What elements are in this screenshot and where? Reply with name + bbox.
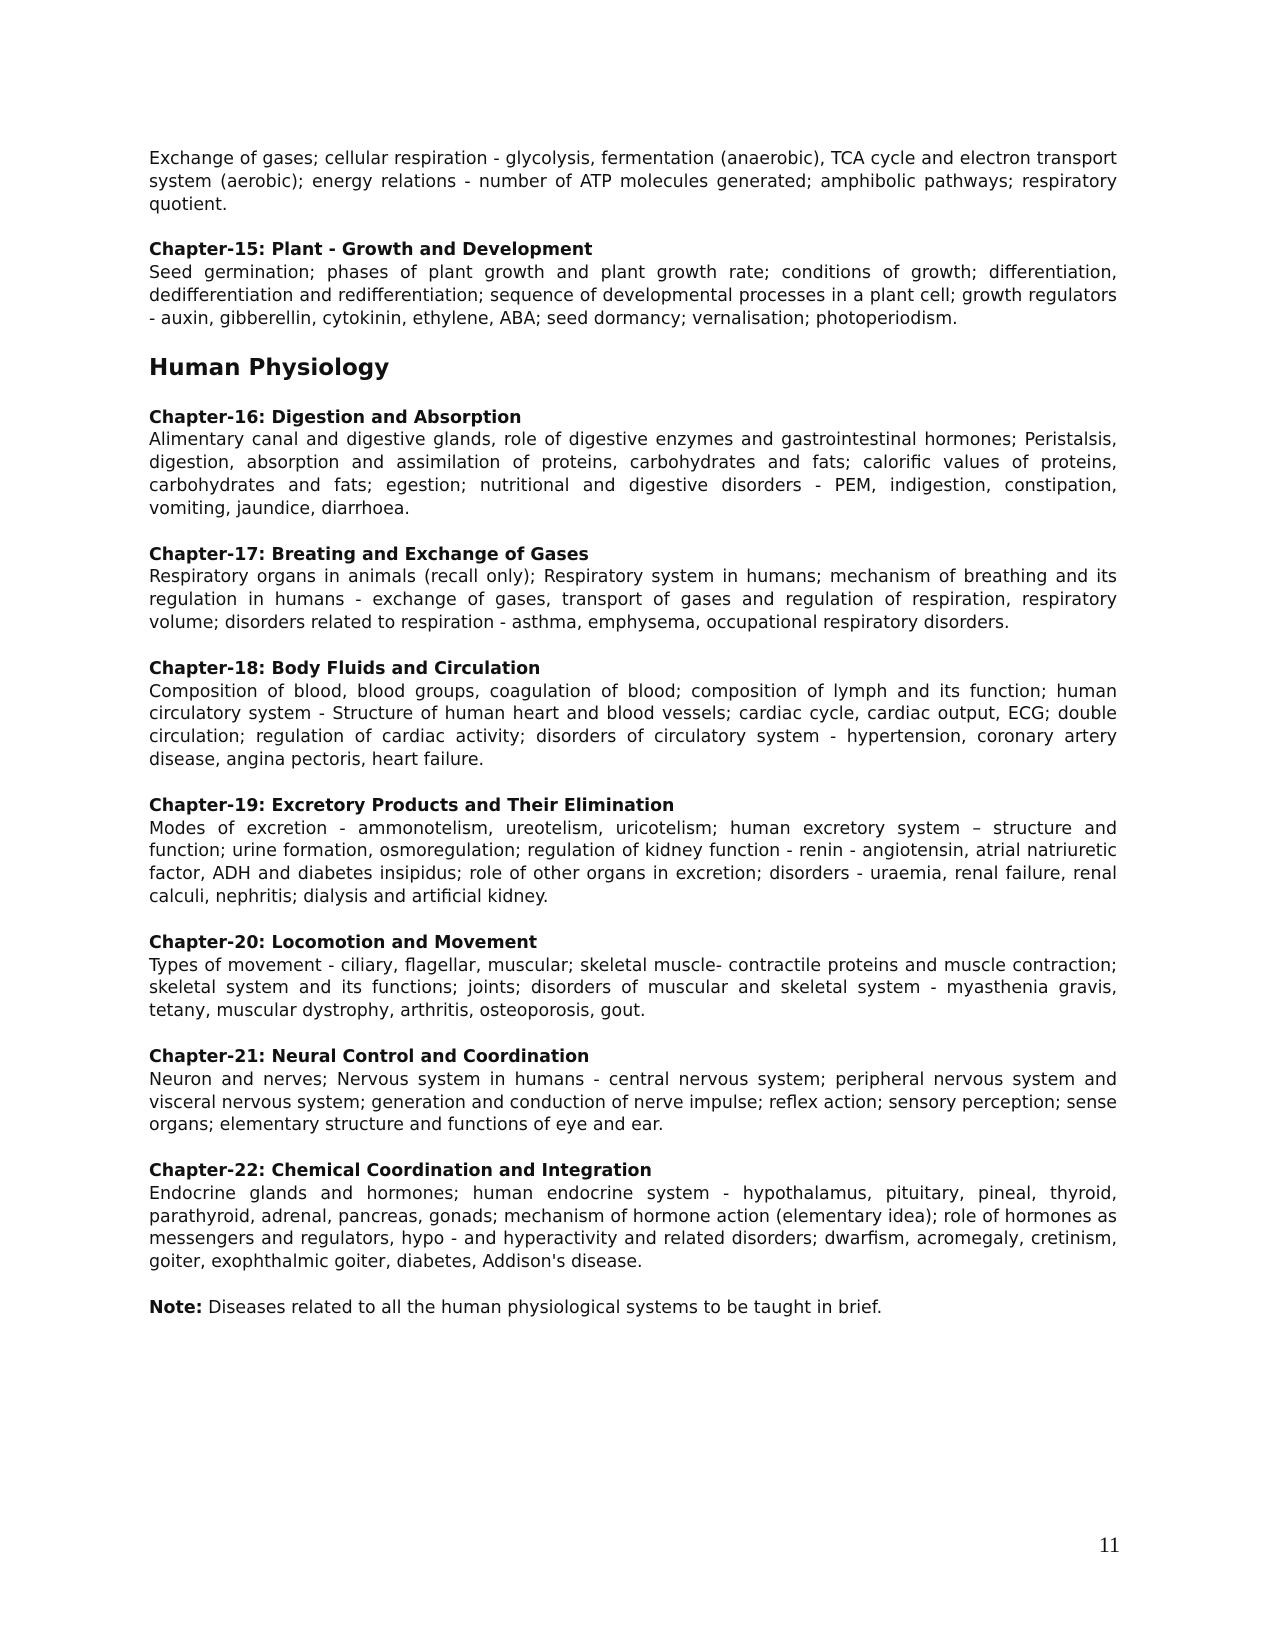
chapter-title: Chapter-15: Plant - Growth and Development [149, 240, 593, 261]
chapter-16-block [149, 407, 1117, 521]
chapter-title: Chapter-20: Locomotion and Movement [149, 932, 538, 953]
chapter-title: Chapter-19: Excretory Products and Their Elimination [149, 795, 675, 816]
chapter-21-block [149, 1046, 1117, 1137]
chapter-19-block [149, 795, 1117, 909]
chapter-title: Chapter-21: Neural Control and Coordination [149, 1046, 590, 1067]
chapter-body: Types of movement - ciliary, flagellar, muscular; skeletal muscle- contractile proteins and muscle contraction; skeletal system and its functions; joints; disorders of muscular and skeletal system - myasthenia gravis, tetany, muscular dystrophy, arthritis, osteoporosis, gout. [149, 955, 1117, 1022]
chapter-22-block [149, 1160, 1117, 1274]
chapter-17-block [149, 544, 1117, 635]
chapter-body: Endocrine glands and hormones; human endocrine system - hypothalamus, pituitary, pineal, thyroid, parathyroid, adrenal, pancreas, gonads; mechanism of hormone action (elementary idea); role of hormones as messengers and regulators, hypo - and hyperactivity and related disorders; dwarfism, acromegaly, cretinism, goiter, exophthalmic goiter, diabetes, Addison's disease. [149, 1183, 1117, 1273]
note-paragraph [149, 1297, 1117, 1320]
chapter-20-block [149, 932, 1117, 1023]
page-number: 11 [1098, 1532, 1120, 1557]
chapter-title: Chapter-17: Breating and Exchange of Gases [149, 544, 589, 565]
chapter-title: Chapter-16: Digestion and Absorption [149, 407, 522, 428]
chapter-body: Modes of excretion - ammonotelism, ureotelism, uricotelism; human excretory system – structure and function; urine formation, osmoregulation; regulation of kidney function - renin - angiotensin, atrial natriuretic factor, ADH and diabetes insipidus; role of other organs in excretion; disorders - uraemia, renal failure, renal calculi, nephritis; dialysis and artificial kidney. [149, 818, 1117, 907]
intro-paragraph: Exchange of gases; cellular respiration - glycolysis, fermentation (anaerobic), TCA cycle and electron transport system (aerobic); energy relations - number of ATP molecules generated; amphibolic pathways; respiratory quotient. [149, 149, 1117, 215]
chapter-title: Chapter-22: Chemical Coordination and Integration [149, 1161, 652, 1182]
chapter-body: Composition of blood, blood groups, coagulation of blood; composition of lymph and its function; human circulatory system - Structure of human heart and blood vessels; cardiac cycle, cardiac output, ECG; double circulation; regulation of cardiac activity; disorders of circulatory system - hypertension, coronary artery disease, angina pectoris, heart failure. [149, 681, 1117, 770]
chapter-body: Seed germination; phases of plant growth and plant growth rate; conditions of growth; differentiation, dedifferentiation and redifferentiation; sequence of developmental processes in a plant cell; growth regulators - auxin, gibberellin, cytokinin, ethylene, ABA; seed dormancy; vernalisation; photoperiodism. [149, 263, 1117, 329]
note-text: Diseases related to all the human physiological systems to be taught in brief. [202, 1298, 883, 1319]
chapter-18-block [149, 658, 1117, 772]
note-label: Note: [149, 1298, 203, 1319]
chapter-body: Neuron and nerves; Nervous system in humans - central nervous system; peripheral nervous system and visceral nervous system; generation and conduction of nerve impulse; reflex action; sensory perception; sense organs; elementary structure and functions of eye and ear. [149, 1069, 1117, 1136]
chapter-body: Alimentary canal and digestive glands, role of digestive enzymes and gastrointestinal hormones; Peristalsis, digestion, absorption and assimilation of proteins, carbohydrates and fats; calorific values of proteins, carbohydrates and fats; egestion; nutritional and digestive disorders - PEM, indigestion, constipation, vomiting, jaundice, diarrhoea. [149, 430, 1117, 519]
chapter-15-block [149, 239, 1117, 330]
section-heading: Human Physiology [149, 354, 390, 381]
page-content [149, 148, 1117, 1320]
chapter-title: Chapter-18: Body Fluids and Circulation [149, 658, 541, 679]
chapter-body: Respiratory organs in animals (recall only); Respiratory system in humans; mechanism of breathing and its regulation in humans - exchange of gases, transport of gases and regulation of respiration, respiratory volume; disorders related to respiration - asthma, emphysema, occupational respiratory disorders. [149, 567, 1117, 633]
